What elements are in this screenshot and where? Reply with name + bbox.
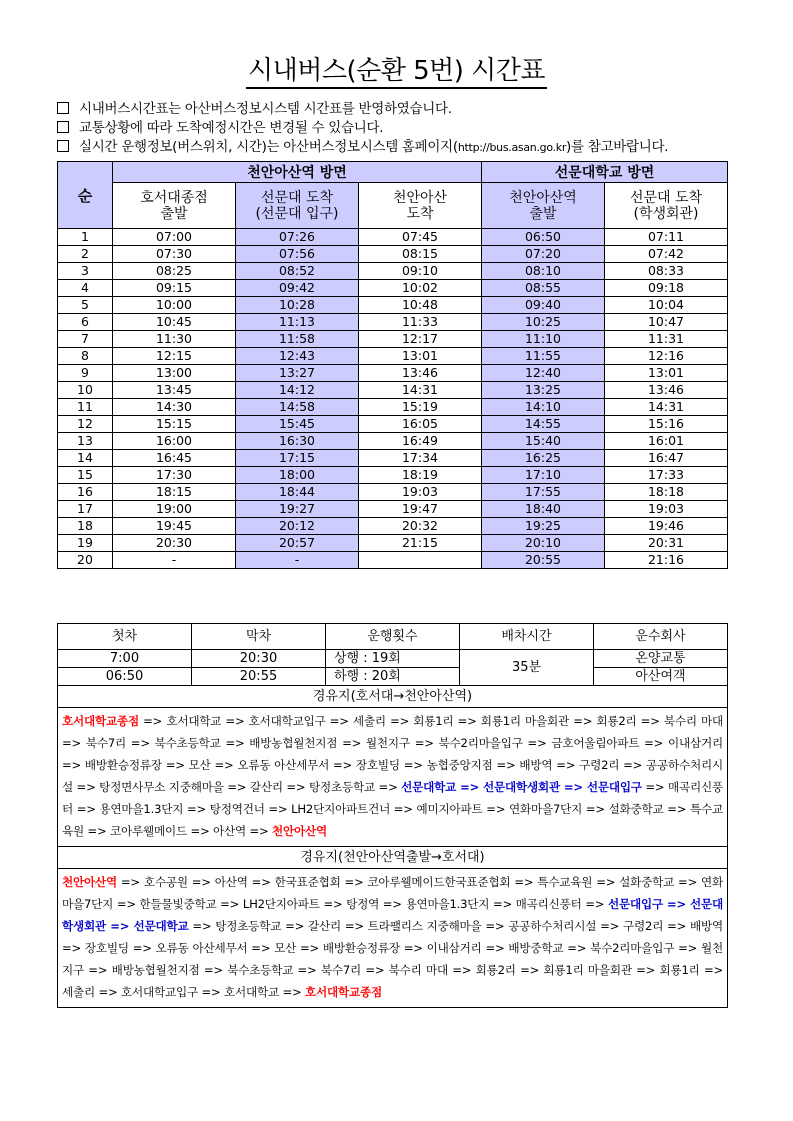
col-header-cheonan-asan-depart: 천안아산역 출발 [482, 183, 605, 229]
route-start-stop: 호서대학교종점 [62, 714, 139, 728]
col-header-sunmoon-arrive-student-hall: 선문대 도착 (학생회관) [605, 183, 728, 229]
time-cell: 20:57 [236, 535, 359, 552]
time-cell: 08:33 [605, 263, 728, 280]
row-number-cell: 17 [58, 501, 113, 518]
route-title-inbound: 경유지(천안아산역출발→호서대) [58, 847, 728, 869]
time-cell: 12:43 [236, 348, 359, 365]
table-row [58, 263, 728, 280]
table-row [58, 280, 728, 297]
group-header-sunmoon: 선문대학교 방면 [482, 162, 728, 183]
row-number-cell: 15 [58, 467, 113, 484]
route-stops-text: => 탕정초등학교 => 갈산리 => 트라팰리스 지중해마을 => 공공하수처리시설 => 구령2리 => 배방역 => 장호빌딩 => 오류동 아산세무서 => 모산 => 배방환승정류장 => 이내삼거리 => 배방중학교 => 북수2리마을입구 => 월천지구 => 배방농협월천지점 => 북수초등학교 => 북수7리 => 북수리 마대 => 회룡2리 => 회룡1리 마을회관 => 회룡1리 => 세출리 => 호서대학교입구 => 호서대학교 => [62, 919, 723, 999]
time-cell: 09:42 [236, 280, 359, 297]
table-row [58, 518, 728, 535]
time-cell: 20:10 [482, 535, 605, 552]
time-cell: 15:15 [113, 416, 236, 433]
time-cell: 11:10 [482, 331, 605, 348]
time-cell: 21:16 [605, 552, 728, 569]
time-cell: 07:56 [236, 246, 359, 263]
row-number-cell: 18 [58, 518, 113, 535]
row-number-cell: 7 [58, 331, 113, 348]
time-cell: 18:40 [482, 501, 605, 518]
time-cell: 14:58 [236, 399, 359, 416]
row-number-cell: 14 [58, 450, 113, 467]
notice-item [57, 119, 757, 138]
route-stops-inbound [58, 869, 728, 1008]
time-cell: - [236, 552, 359, 569]
route-stops-text: => 호수공원 => 아산역 => 한국표준협회 => 코아루웰메이드한국표준협회 => 특수교육원 => 설화중학교 => 연화마을7단지 => 한들물빛중학교 => LH2단지아파트 => 탕정역 => 용연마을1.3단지 => 매곡리신풍터 => [62, 875, 723, 911]
row-number-cell: 20 [58, 552, 113, 569]
time-cell: 15:45 [236, 416, 359, 433]
route-highlight-stops: 선문대입구 => 선문대학생회관 => 선문대학교 [62, 897, 724, 933]
row-number-cell: 5 [58, 297, 113, 314]
table-row [58, 433, 728, 450]
table-row [58, 501, 728, 518]
table-row [58, 484, 728, 501]
table-row [58, 365, 728, 382]
time-cell: 15:40 [482, 433, 605, 450]
time-cell: 17:33 [605, 467, 728, 484]
col-header-sunmoon-arrive-entrance: 선문대 도착 (선문대 입구) [236, 183, 359, 229]
time-cell: 17:30 [113, 467, 236, 484]
time-cell: 14:10 [482, 399, 605, 416]
checkbox-icon [57, 121, 69, 133]
notice-text: 교통상황에 따라 도착예정시간은 변경될 수 있습니다. [79, 120, 384, 136]
time-cell: 07:45 [359, 229, 482, 246]
time-cell: 20:32 [359, 518, 482, 535]
notice-list [57, 100, 757, 157]
first-bus-value: 7:00 [58, 650, 192, 668]
time-cell: 17:10 [482, 467, 605, 484]
trip-count-value: 하행 : 20회 [326, 668, 460, 686]
time-cell: 08:25 [113, 263, 236, 280]
time-cell: 16:05 [359, 416, 482, 433]
table-row [58, 382, 728, 399]
time-cell: 13:01 [605, 365, 728, 382]
time-cell: 09:18 [605, 280, 728, 297]
time-cell: 08:15 [359, 246, 482, 263]
route-highlight-stops: 선문대학교 => 선문대학생회관 => 선문대입구 [401, 780, 642, 794]
col-header-cheonan-asan-arrive: 천안아산 도착 [359, 183, 482, 229]
time-cell: 11:33 [359, 314, 482, 331]
route-stops-text: => 호서대학교 => 호서대학교입구 => 세출리 => 회룡1리 => 회룡1리 마을회관 => 회룡2리 => 북수리 마대 => 북수7리 => 북수초등학교 => 배방농협월천지점 => 월천지구 => 북수2리마을입구 => 금호어울림아파트 => 이내삼거리 => 배방환승정류장 => 모산 => 오류동 아산세무서 => 장호빌딩 => 농협중앙지점 => 배방역 => 구령2리 => 공공하수처리시설 => 탕정면사무소 지중해마을 => 갈산리 => 탕정초등학교 => [62, 714, 723, 794]
time-cell: 16:25 [482, 450, 605, 467]
time-cell: 14:30 [113, 399, 236, 416]
time-cell: 10:47 [605, 314, 728, 331]
service-info-table [57, 623, 728, 1008]
table-row [58, 467, 728, 484]
time-cell: 07:26 [236, 229, 359, 246]
time-cell: 15:19 [359, 399, 482, 416]
notice-text: )를 참고바랍니다. [566, 139, 669, 155]
time-cell: 11:58 [236, 331, 359, 348]
time-cell: 10:48 [359, 297, 482, 314]
time-cell: 15:16 [605, 416, 728, 433]
time-cell: 19:46 [605, 518, 728, 535]
row-number-cell: 12 [58, 416, 113, 433]
time-cell: 14:31 [359, 382, 482, 399]
time-cell: 07:20 [482, 246, 605, 263]
notice-url: http://bus.asan.go.kr [457, 141, 567, 154]
last-bus-value: 20:30 [192, 650, 326, 668]
table-row [58, 246, 728, 263]
row-number-cell: 9 [58, 365, 113, 382]
time-cell: 18:15 [113, 484, 236, 501]
table-row [58, 399, 728, 416]
group-header-cheonan-asan: 천안아산역 방면 [113, 162, 482, 183]
trip-count-header: 운행횟수 [326, 624, 460, 650]
timetable [57, 161, 728, 569]
time-cell: - [113, 552, 236, 569]
col-header-hoseo-depart: 호서대종점 출발 [113, 183, 236, 229]
table-row [58, 348, 728, 365]
time-cell: 16:47 [605, 450, 728, 467]
route-start-stop: 천안아산역 [62, 875, 117, 889]
time-cell: 07:42 [605, 246, 728, 263]
checkbox-icon [57, 102, 69, 114]
interval-header: 배차시간 [460, 624, 594, 650]
time-cell: 17:15 [236, 450, 359, 467]
first-bus-value: 06:50 [58, 668, 192, 686]
seq-header: 순 [58, 162, 113, 229]
route-end-stop: 천안아산역 [272, 824, 327, 838]
time-cell: 13:01 [359, 348, 482, 365]
row-number-cell: 11 [58, 399, 113, 416]
time-cell: 09:40 [482, 297, 605, 314]
time-cell: 18:44 [236, 484, 359, 501]
time-cell: 08:52 [236, 263, 359, 280]
time-cell: 18:00 [236, 467, 359, 484]
row-number-cell: 4 [58, 280, 113, 297]
table-row [58, 297, 728, 314]
notice-text: 실시간 운행정보(버스위치, 시간)는 아산버스정보시스템 홈페이지( [79, 139, 458, 155]
route-stops-outbound [58, 708, 728, 847]
time-cell: 18:19 [359, 467, 482, 484]
row-number-cell: 2 [58, 246, 113, 263]
time-cell: 12:17 [359, 331, 482, 348]
time-cell: 08:10 [482, 263, 605, 280]
time-cell: 09:10 [359, 263, 482, 280]
table-row [58, 314, 728, 331]
last-bus-header: 막차 [192, 624, 326, 650]
time-cell [359, 552, 482, 569]
table-row [58, 450, 728, 467]
time-cell: 18:18 [605, 484, 728, 501]
time-cell: 11:13 [236, 314, 359, 331]
time-cell: 11:30 [113, 331, 236, 348]
first-bus-header: 첫차 [58, 624, 192, 650]
time-cell: 10:04 [605, 297, 728, 314]
time-cell: 19:03 [605, 501, 728, 518]
time-cell: 20:31 [605, 535, 728, 552]
page-title: 시내버스(순환 5번) 시간표 [0, 50, 793, 87]
time-cell: 06:50 [482, 229, 605, 246]
time-cell: 17:55 [482, 484, 605, 501]
time-cell: 19:45 [113, 518, 236, 535]
company-value: 온양교통 [594, 650, 728, 668]
time-cell: 20:55 [482, 552, 605, 569]
company-header: 운수회사 [594, 624, 728, 650]
time-cell: 19:00 [113, 501, 236, 518]
time-cell: 13:27 [236, 365, 359, 382]
row-number-cell: 1 [58, 229, 113, 246]
time-cell: 12:16 [605, 348, 728, 365]
row-number-cell: 6 [58, 314, 113, 331]
time-cell: 19:27 [236, 501, 359, 518]
time-cell: 19:47 [359, 501, 482, 518]
notice-item [57, 100, 757, 119]
time-cell: 11:31 [605, 331, 728, 348]
time-cell: 10:00 [113, 297, 236, 314]
interval-value: 35분 [460, 650, 594, 686]
time-cell: 16:01 [605, 433, 728, 450]
checkbox-icon [57, 140, 69, 152]
table-row [58, 229, 728, 246]
table-row [58, 416, 728, 433]
route-stops-text: => 매곡리신풍터 => 용연마을1.3단지 => 탕정역건너 => LH2단지아파트건너 => 예미지아파트 => 연화마을7단지 => 설화중학교 => 특수교육원 => 코아루웰메이드 => 아산역 => [62, 780, 723, 838]
time-cell: 08:55 [482, 280, 605, 297]
time-cell: 10:45 [113, 314, 236, 331]
table-row [58, 552, 728, 569]
time-cell: 16:45 [113, 450, 236, 467]
table-row [58, 535, 728, 552]
table-row [58, 331, 728, 348]
time-cell: 07:11 [605, 229, 728, 246]
time-cell: 16:30 [236, 433, 359, 450]
time-cell: 09:15 [113, 280, 236, 297]
row-number-cell: 3 [58, 263, 113, 280]
time-cell: 13:00 [113, 365, 236, 382]
row-number-cell: 10 [58, 382, 113, 399]
time-cell: 13:25 [482, 382, 605, 399]
time-cell: 14:31 [605, 399, 728, 416]
time-cell: 14:55 [482, 416, 605, 433]
time-cell: 11:55 [482, 348, 605, 365]
notice-item [57, 138, 757, 157]
time-cell: 16:49 [359, 433, 482, 450]
row-number-cell: 8 [58, 348, 113, 365]
last-bus-value: 20:55 [192, 668, 326, 686]
notice-text: 시내버스시간표는 아산버스정보시스템 시간표를 반영하였습니다. [79, 101, 452, 117]
time-cell: 16:00 [113, 433, 236, 450]
row-number-cell: 13 [58, 433, 113, 450]
time-cell: 20:12 [236, 518, 359, 535]
time-cell: 12:40 [482, 365, 605, 382]
time-cell: 21:15 [359, 535, 482, 552]
route-title-outbound: 경유지(호서대→천안아산역) [58, 686, 728, 708]
time-cell: 10:25 [482, 314, 605, 331]
time-cell: 19:03 [359, 484, 482, 501]
row-number-cell: 19 [58, 535, 113, 552]
time-cell: 07:30 [113, 246, 236, 263]
time-cell: 13:46 [359, 365, 482, 382]
time-cell: 19:25 [482, 518, 605, 535]
time-cell: 13:46 [605, 382, 728, 399]
time-cell: 17:34 [359, 450, 482, 467]
time-cell: 10:02 [359, 280, 482, 297]
time-cell: 20:30 [113, 535, 236, 552]
time-cell: 12:15 [113, 348, 236, 365]
time-cell: 13:45 [113, 382, 236, 399]
company-value: 아산여객 [594, 668, 728, 686]
time-cell: 14:12 [236, 382, 359, 399]
time-cell: 10:28 [236, 297, 359, 314]
row-number-cell: 16 [58, 484, 113, 501]
time-cell: 07:00 [113, 229, 236, 246]
trip-count-value: 상행 : 19회 [326, 650, 460, 668]
route-end-stop: 호서대학교종점 [305, 985, 382, 999]
